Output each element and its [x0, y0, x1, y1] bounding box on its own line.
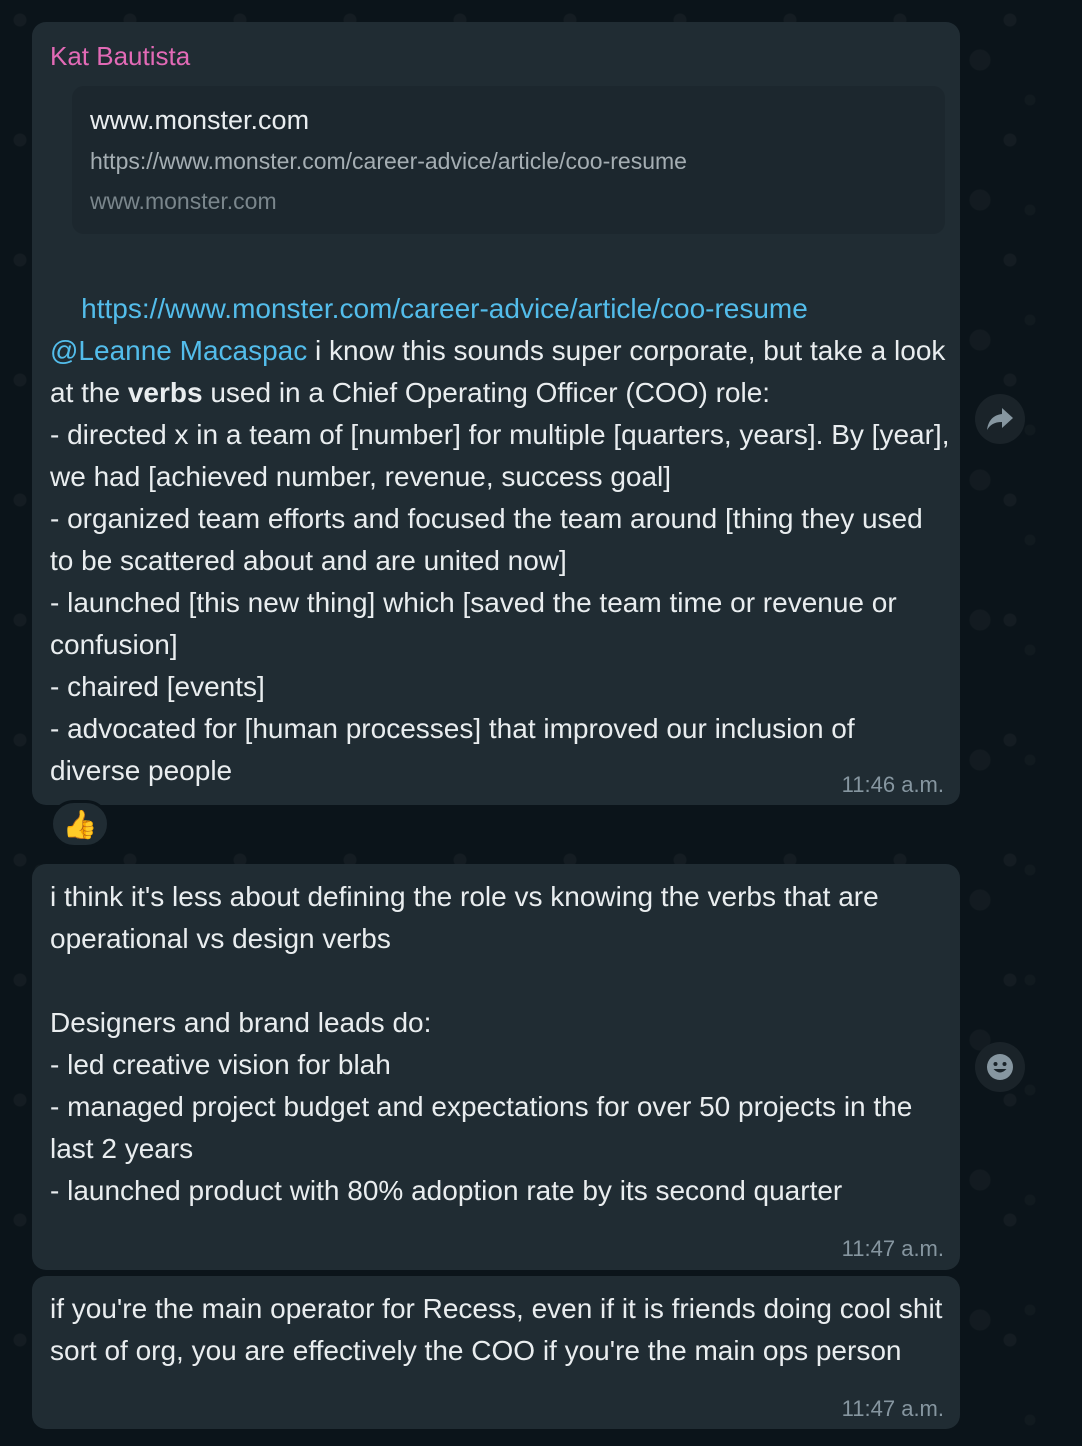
emoji-reaction-button[interactable]: [975, 1042, 1025, 1092]
sender-name[interactable]: Kat Bautista: [50, 41, 191, 71]
link-preview-url: https://www.monster.com/career-advice/article/coo-resume: [90, 148, 687, 174]
link-preview[interactable]: [72, 86, 945, 234]
message-text-part: i know this sounds super corporate, but take a look at the: [50, 335, 954, 408]
message-bubble[interactable]: [32, 1276, 960, 1429]
message-text: if you're the main operator for Recess, even if it is friends doing cool shit sort of org, you are effectively the COO if you're the main ops person: [50, 1293, 951, 1366]
bold-word: verbs: [127, 377, 203, 408]
link-preview-title: www.monster.com: [90, 105, 310, 135]
message-bubble[interactable]: [32, 22, 960, 805]
message-text: i think it's less about defining the role vs knowing the verbs that are operational vs design verbs Designers and brand leads do: - led creative vision for blah - managed project budget and expectations for over 50 projects in the last 2 years - launched product with 80% adoption rate by its second quarter: [50, 881, 913, 1206]
forward-icon: [985, 406, 1015, 432]
message-time: 11:47 a.m.: [841, 1396, 944, 1421]
forward-button[interactable]: [975, 394, 1025, 444]
emoji-icon: [985, 1052, 1015, 1082]
message-bubble[interactable]: [32, 864, 960, 1270]
link-preview-domain: www.monster.com: [90, 188, 277, 214]
reaction-thumbs-up[interactable]: 👍: [50, 800, 110, 848]
message-text-part: used in a Chief Operating Officer (COO) role: - directed x in a team of [number] for multiple [quarters, years]. By [year], we had [achieved number, revenue, success goal] - organized team efforts and focused the team around [thing they used to be scattered about and are united now] - launched [this new thing] which [saved the team time or revenue or confusion] - chaired [events] - advocated for [human processes] that improved our inclusion of diverse people: [50, 377, 950, 786]
message-text: [50, 330, 954, 792]
message-time: 11:46 a.m.: [841, 772, 944, 797]
user-mention[interactable]: @Leanne Macaspac: [50, 335, 308, 366]
message-time: 11:47 a.m.: [841, 1236, 944, 1261]
message-url-link[interactable]: https://www.monster.com/career-advice/article/coo-resume: [81, 293, 808, 324]
